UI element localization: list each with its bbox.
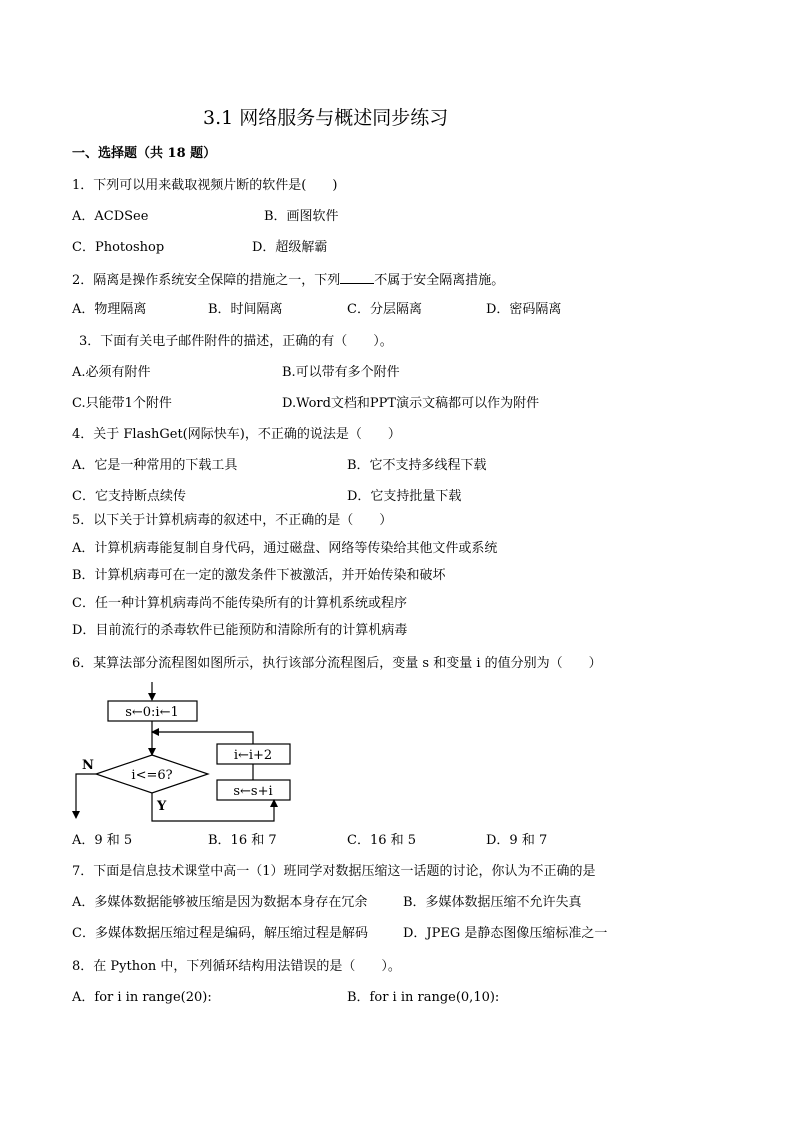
decision-label: i<=6? (131, 768, 173, 783)
q7-option-a: A．多媒体数据能够被压缩是因为数据本身存在冗余 (72, 895, 368, 910)
q1-option-d: D．超级解霸 (252, 240, 328, 255)
q2-option-b: B．时间隔离 (208, 302, 283, 317)
q2-option-a: A．物理隔离 (72, 302, 147, 317)
q3-option-a: A.必须有附件 (72, 365, 151, 380)
no-branch-arrow (76, 774, 96, 818)
q4-option-a: A．它是一种常用的下载工具 (72, 458, 238, 473)
q1-stem: 1．下列可以用来截取视频片断的软件是( ) (72, 178, 338, 193)
flowchart (60, 680, 310, 830)
q6-option-c: C．16 和 5 (347, 833, 417, 848)
q6-option-a: A．9 和 5 (72, 833, 133, 848)
q1-option-b: B．画图软件 (264, 209, 339, 224)
q5-option-d: D．目前流行的杀毒软件已能预防和清除所有的计算机病毒 (72, 623, 408, 638)
q3-option-b: B.可以带有多个附件 (282, 365, 400, 380)
q2-option-c: C．分层隔离 (347, 302, 422, 317)
q7-option-d: D．JPEG 是静态图像压缩标准之一 (403, 926, 608, 941)
q3-option-d: D.Word文档和PPT演示文稿都可以作为附件 (282, 396, 540, 411)
q2-stem (72, 271, 504, 289)
q7-option-b: B．多媒体数据压缩不允许失真 (403, 895, 582, 910)
accumulate-label: s←s+i (233, 784, 273, 799)
q1-option-c: C．Photoshop (72, 240, 165, 255)
answer-blank (340, 271, 374, 284)
yes-label: Y (157, 799, 167, 814)
q5-option-b: B．计算机病毒可在一定的激发条件下被激活，并开始传染和破坏 (72, 568, 446, 583)
q6-option-d: D．9 和 7 (486, 833, 548, 848)
q2-stem-after-blank: 不属于安全隔离措施。 (374, 273, 505, 288)
section-heading: 一、选择题（共 18 题） (72, 146, 217, 161)
no-label: N (82, 758, 94, 773)
loop-back-arrow (152, 732, 253, 744)
q4-option-c: C．它支持断点续传 (72, 489, 186, 504)
q4-option-b: B．它不支持多线程下载 (347, 458, 487, 473)
q8-option-a: A．for i in range(20): (72, 990, 212, 1005)
q8-option-b: B．for i in range(0,10): (347, 990, 500, 1005)
q5-option-a: A．计算机病毒能复制自身代码，通过磁盘、网络等传染给其他文件或系统 (72, 541, 498, 556)
q5-stem: 5．以下关于计算机病毒的叙述中，不正确的是（ ） (72, 513, 393, 528)
q8-stem: 8．在 Python 中，下列循环结构用法错误的是（ ）。 (72, 959, 401, 974)
q6-option-b: B．16 和 7 (208, 833, 277, 848)
q3-option-c: C.只能带1个附件 (72, 396, 172, 411)
q5-option-c: C．任一种计算机病毒尚不能传染所有的计算机系统或程序 (72, 596, 407, 611)
q7-stem: 7．下面是信息技术课堂中高一（1）班同学对数据压缩这一话题的讨论，你认为不正确的是 (72, 864, 596, 879)
q4-stem: 4．关于 FlashGet(网际快车)，不正确的说法是（ ） (72, 427, 401, 442)
q3-stem: 3．下面有关电子邮件附件的描述，正确的有（ ）。 (79, 334, 393, 349)
q1-option-a: A．ACDSee (72, 209, 149, 224)
increment-label: i←i+2 (233, 748, 273, 763)
q2-stem-before-blank: 2．隔离是操作系统安全保障的措施之一，下列 (72, 273, 341, 288)
init-label: s←0:i←1 (125, 705, 179, 720)
q2-option-d: D．密码隔离 (486, 302, 562, 317)
q7-option-c: C．多媒体数据压缩过程是编码，解压缩过程是解码 (72, 926, 368, 941)
q6-stem: 6．某算法部分流程图如图所示，执行该部分流程图后，变量 s 和变量 i 的值分别为（ ） (72, 656, 602, 671)
q4-option-d: D．它支持批量下载 (347, 489, 462, 504)
page-title: 3.1 网络服务与概述同步练习 (203, 107, 449, 129)
